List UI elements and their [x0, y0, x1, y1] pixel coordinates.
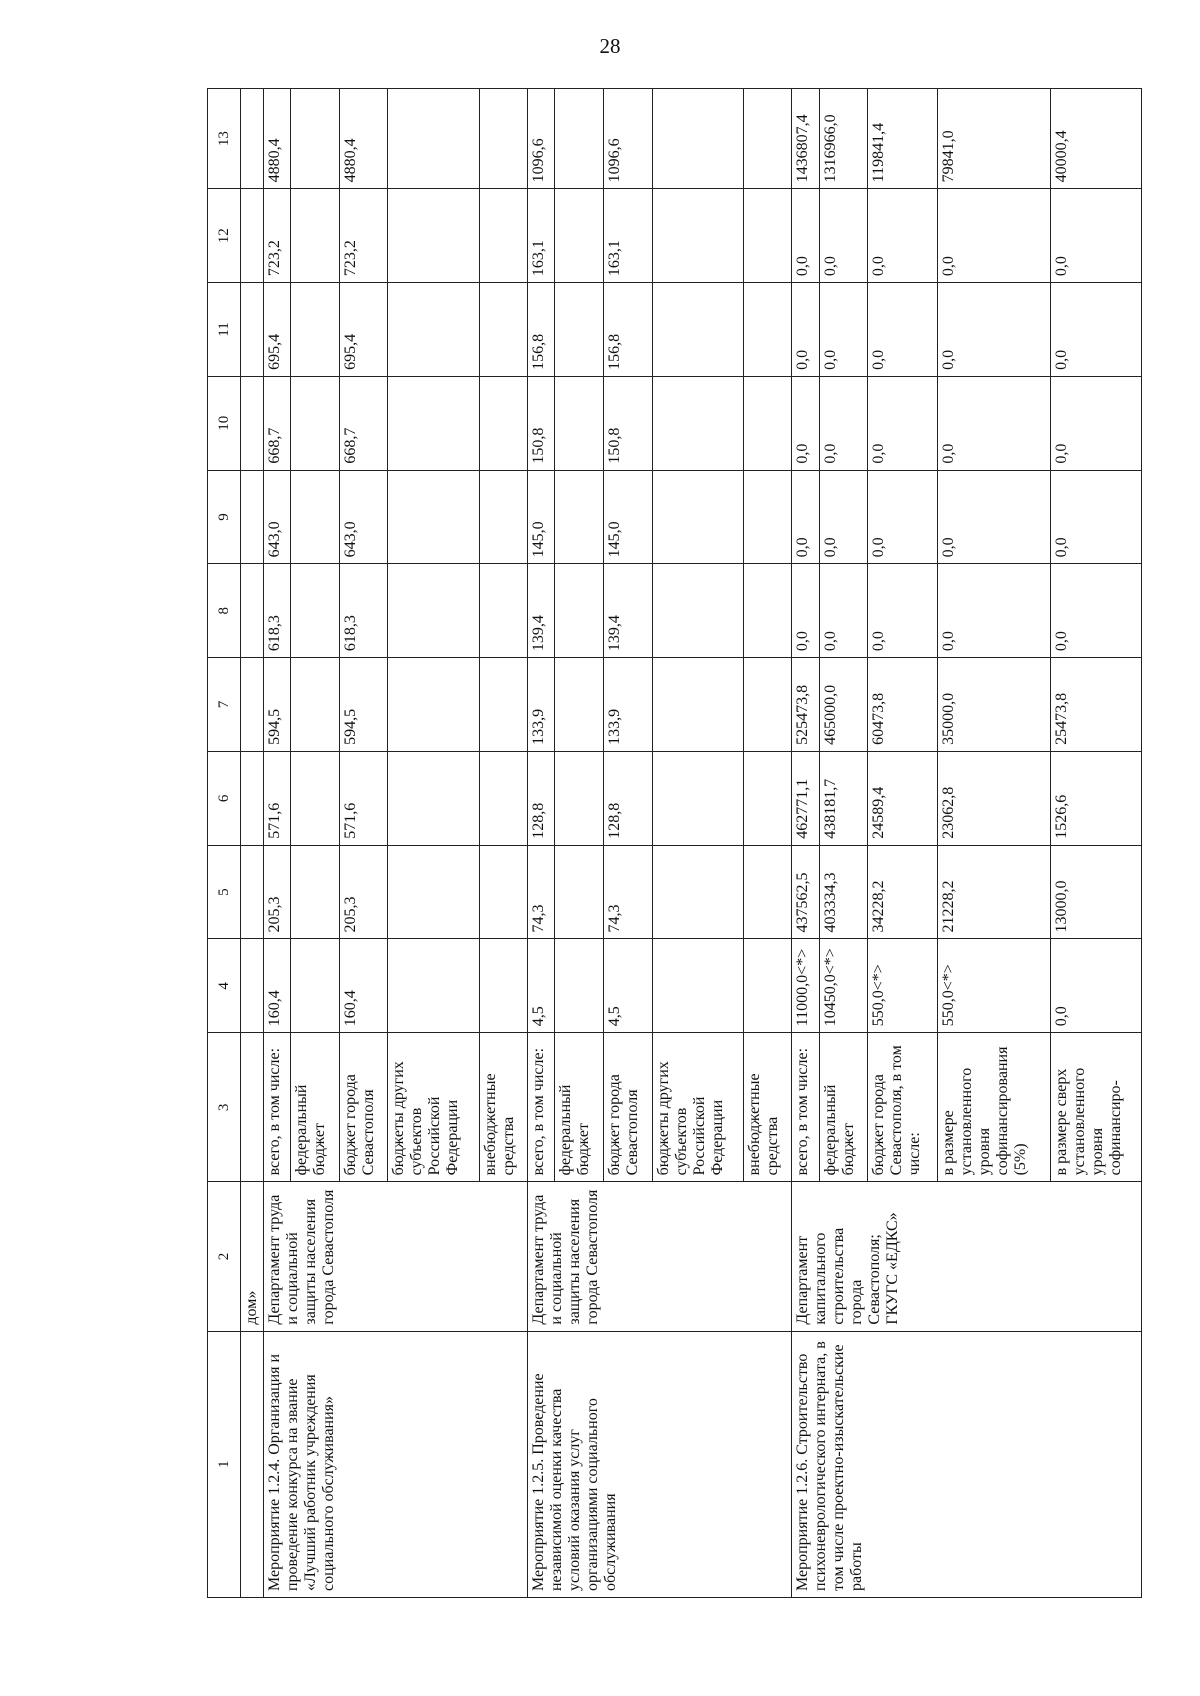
value-cell — [652, 283, 743, 377]
funding-source-cell: бюджет города Севастополя — [339, 1033, 388, 1182]
value-cell: 723,2 — [264, 189, 291, 283]
value-cell: 550,0<*> — [868, 939, 938, 1033]
value-cell — [652, 89, 743, 189]
funding-source-cell: федеральный бюджет — [819, 1033, 868, 1182]
value-cell — [555, 939, 604, 1033]
value-cell: 0,0 — [868, 189, 938, 283]
value-cell: 150,8 — [604, 376, 653, 470]
value-cell: 0,0 — [938, 564, 1051, 658]
value-cell — [555, 283, 604, 377]
executor-cell: Департамент труда и социальной защиты населения города Севастополя — [528, 1182, 792, 1331]
value-cell — [555, 189, 604, 283]
table-row — [528, 89, 555, 1598]
value-cell: 525473,8 — [792, 658, 819, 752]
value-cell — [555, 470, 604, 564]
value-cell — [388, 658, 479, 752]
continuation-row — [241, 89, 264, 1598]
value-cell — [555, 751, 604, 845]
value-cell: 594,5 — [264, 658, 291, 752]
value-cell: 25473,8 — [1050, 658, 1141, 752]
value-cell: 205,3 — [264, 845, 291, 939]
value-cell — [479, 376, 528, 470]
value-cell — [743, 189, 792, 283]
value-cell — [743, 751, 792, 845]
value-cell — [479, 564, 528, 658]
value-cell — [479, 845, 528, 939]
empty-cell — [241, 658, 264, 752]
value-cell: 462771,1 — [792, 751, 819, 845]
value-cell — [388, 89, 479, 189]
value-cell — [479, 751, 528, 845]
value-cell: 0,0 — [819, 189, 868, 283]
value-cell — [388, 751, 479, 845]
value-cell — [291, 751, 340, 845]
value-cell: 24589,4 — [868, 751, 938, 845]
value-cell: 1316966,0 — [819, 89, 868, 189]
value-cell — [388, 564, 479, 658]
funding-source-cell: федеральный бюджет — [555, 1033, 604, 1182]
value-cell — [388, 283, 479, 377]
value-cell: 0,0 — [938, 376, 1051, 470]
funding-source-cell: внебюджетные средства — [479, 1033, 528, 1182]
value-cell — [291, 845, 340, 939]
value-cell: 0,0 — [1050, 939, 1141, 1033]
funding-source-cell: бюджеты других субъектов Российской Федерации — [652, 1033, 743, 1182]
measure-cell: Мероприятие 1.2.5. Проведение независимой оценки качества условий оказания услуг организациями социального обслуживания — [528, 1331, 792, 1597]
value-cell: 403334,3 — [819, 845, 868, 939]
column-number: 3 — [208, 1033, 241, 1182]
value-cell: 571,6 — [339, 751, 388, 845]
value-cell: 60473,8 — [868, 658, 938, 752]
empty-cell — [241, 283, 264, 377]
value-cell — [388, 189, 479, 283]
value-cell: 74,3 — [604, 845, 653, 939]
header-row — [208, 89, 241, 1598]
value-cell — [652, 376, 743, 470]
value-cell — [743, 939, 792, 1033]
value-cell: 4880,4 — [339, 89, 388, 189]
value-cell: 40000,4 — [1050, 89, 1141, 189]
value-cell — [291, 658, 340, 752]
value-cell: 133,9 — [604, 658, 653, 752]
value-cell: 145,0 — [528, 470, 555, 564]
value-cell: 150,8 — [528, 376, 555, 470]
value-cell — [743, 658, 792, 752]
column-number: 5 — [208, 845, 241, 939]
column-number: 11 — [208, 283, 241, 377]
value-cell: 550,0<*> — [938, 939, 1051, 1033]
value-cell: 35000,0 — [938, 658, 1051, 752]
value-cell: 4,5 — [528, 939, 555, 1033]
value-cell: 160,4 — [264, 939, 291, 1033]
value-cell: 594,5 — [339, 658, 388, 752]
value-cell — [479, 89, 528, 189]
value-cell — [743, 89, 792, 189]
value-cell: 21228,2 — [938, 845, 1051, 939]
value-cell — [291, 89, 340, 189]
value-cell — [388, 470, 479, 564]
value-cell: 0,0 — [819, 564, 868, 658]
value-cell — [388, 845, 479, 939]
value-cell — [555, 658, 604, 752]
value-cell: 0,0 — [1050, 283, 1141, 377]
empty-cell — [241, 1033, 264, 1182]
value-cell: 1526,6 — [1050, 751, 1141, 845]
empty-cell — [241, 376, 264, 470]
value-cell: 0,0 — [819, 470, 868, 564]
empty-cell — [241, 564, 264, 658]
value-cell: 0,0 — [792, 564, 819, 658]
column-number: 1 — [208, 1331, 241, 1597]
empty-cell — [241, 189, 264, 283]
value-cell — [291, 564, 340, 658]
value-cell: 79841,0 — [938, 89, 1051, 189]
value-cell: 0,0 — [792, 189, 819, 283]
value-cell: 74,3 — [528, 845, 555, 939]
value-cell — [555, 845, 604, 939]
empty-cell — [241, 470, 264, 564]
value-cell — [291, 939, 340, 1033]
budget-table — [207, 88, 1142, 1598]
value-cell: 571,6 — [264, 751, 291, 845]
value-cell — [291, 189, 340, 283]
budget-table-rotated — [207, 88, 1142, 1598]
value-cell: 1096,6 — [604, 89, 653, 189]
value-cell — [652, 470, 743, 564]
value-cell: 160,4 — [339, 939, 388, 1033]
empty-cell — [241, 939, 264, 1033]
value-cell — [652, 189, 743, 283]
column-number: 4 — [208, 939, 241, 1033]
value-cell — [652, 564, 743, 658]
funding-source-cell: бюджеты других субъектов Российской Федерации — [388, 1033, 479, 1182]
value-cell: 0,0 — [868, 376, 938, 470]
value-cell: 0,0 — [938, 283, 1051, 377]
funding-source-cell: бюджет города Севастополя, в том числе: — [868, 1033, 938, 1182]
value-cell: 1096,6 — [528, 89, 555, 189]
value-cell: 0,0 — [868, 283, 938, 377]
value-cell — [555, 89, 604, 189]
executor-cell: Департамент капитального строительства города Севастополя; ГКУГС «ЕДКС» — [792, 1182, 1142, 1331]
funding-source-cell: внебюджетные средства — [743, 1033, 792, 1182]
value-cell: 0,0 — [819, 283, 868, 377]
value-cell — [291, 376, 340, 470]
funding-source-cell: в размере сверх установленного уровня софинансиро- — [1050, 1033, 1141, 1182]
value-cell — [291, 470, 340, 564]
value-cell: 723,2 — [339, 189, 388, 283]
value-cell: 465000,0 — [819, 658, 868, 752]
column-number: 7 — [208, 658, 241, 752]
executor-cell: Департамент труда и социальной защиты населения города Севастополя — [264, 1182, 528, 1331]
value-cell: 0,0 — [1050, 470, 1141, 564]
value-cell: 11000,0<*> — [792, 939, 819, 1033]
value-cell — [291, 283, 340, 377]
table-row — [792, 89, 819, 1598]
value-cell: 643,0 — [339, 470, 388, 564]
value-cell: 34228,2 — [868, 845, 938, 939]
value-cell: 618,3 — [264, 564, 291, 658]
value-cell — [743, 564, 792, 658]
column-number: 13 — [208, 89, 241, 189]
value-cell: 437562,5 — [792, 845, 819, 939]
value-cell — [479, 658, 528, 752]
measure-cell: Мероприятие 1.2.6. Строительство психоневрологического интерната, в том числе проектно-изыскательские работы — [792, 1331, 1142, 1597]
value-cell: 145,0 — [604, 470, 653, 564]
value-cell: 0,0 — [938, 470, 1051, 564]
empty-cell — [241, 89, 264, 189]
funding-source-cell: федеральный бюджет — [291, 1033, 340, 1182]
value-cell — [652, 939, 743, 1033]
column-number: 6 — [208, 751, 241, 845]
value-cell: 1436807,4 — [792, 89, 819, 189]
value-cell — [479, 189, 528, 283]
value-cell: 163,1 — [604, 189, 653, 283]
column-number: 9 — [208, 470, 241, 564]
value-cell: 0,0 — [938, 189, 1051, 283]
value-cell: 0,0 — [868, 470, 938, 564]
value-cell — [743, 845, 792, 939]
value-cell: 133,9 — [528, 658, 555, 752]
value-cell — [652, 658, 743, 752]
column-number: 2 — [208, 1182, 241, 1331]
value-cell: 0,0 — [792, 283, 819, 377]
empty-cell — [241, 845, 264, 939]
value-cell: 0,0 — [1050, 189, 1141, 283]
value-cell: 695,4 — [339, 283, 388, 377]
value-cell: 668,7 — [339, 376, 388, 470]
value-cell — [743, 470, 792, 564]
value-cell — [555, 376, 604, 470]
value-cell: 128,8 — [528, 751, 555, 845]
funding-source-cell: бюджет города Севастополя — [604, 1033, 653, 1182]
measure-cell: Мероприятие 1.2.4. Организация и проведение конкурса на звание «Лучший работник учреждения социального обслуживания» — [264, 1331, 528, 1597]
column-number: 8 — [208, 564, 241, 658]
value-cell: 156,8 — [528, 283, 555, 377]
value-cell: 0,0 — [792, 470, 819, 564]
value-cell: 0,0 — [1050, 564, 1141, 658]
empty-cell — [241, 751, 264, 845]
value-cell — [743, 283, 792, 377]
value-cell: 4880,4 — [264, 89, 291, 189]
value-cell — [743, 376, 792, 470]
value-cell: 128,8 — [604, 751, 653, 845]
value-cell: 10450,0<*> — [819, 939, 868, 1033]
value-cell: 695,4 — [264, 283, 291, 377]
value-cell: 668,7 — [264, 376, 291, 470]
value-cell: 0,0 — [792, 376, 819, 470]
value-cell — [555, 564, 604, 658]
value-cell — [652, 845, 743, 939]
value-cell — [479, 283, 528, 377]
value-cell: 163,1 — [528, 189, 555, 283]
value-cell: 13000,0 — [1050, 845, 1141, 939]
column-number: 12 — [208, 189, 241, 283]
funding-source-cell: всего, в том числе: — [792, 1033, 819, 1182]
value-cell: 643,0 — [264, 470, 291, 564]
page-number: 28 — [599, 34, 621, 58]
value-cell — [652, 751, 743, 845]
value-cell — [479, 939, 528, 1033]
table-row — [264, 89, 291, 1598]
value-cell: 618,3 — [339, 564, 388, 658]
value-cell: 23062,8 — [938, 751, 1051, 845]
value-cell: 156,8 — [604, 283, 653, 377]
value-cell: 139,4 — [604, 564, 653, 658]
value-cell: 119841,4 — [868, 89, 938, 189]
continuation-cell — [241, 1331, 264, 1597]
value-cell: 4,5 — [604, 939, 653, 1033]
value-cell: 0,0 — [819, 376, 868, 470]
value-cell: 0,0 — [1050, 376, 1141, 470]
value-cell — [479, 470, 528, 564]
value-cell: 205,3 — [339, 845, 388, 939]
column-number: 10 — [208, 376, 241, 470]
funding-source-cell: всего, в том числе: — [528, 1033, 555, 1182]
value-cell: 139,4 — [528, 564, 555, 658]
funding-source-cell: в размере установленного уровня софинансирования (5%) — [938, 1033, 1051, 1182]
value-cell: 0,0 — [868, 564, 938, 658]
value-cell — [388, 939, 479, 1033]
value-cell — [388, 376, 479, 470]
continuation-text: дом» — [241, 1182, 264, 1331]
value-cell: 438181,7 — [819, 751, 868, 845]
funding-source-cell: всего, в том числе: — [264, 1033, 291, 1182]
